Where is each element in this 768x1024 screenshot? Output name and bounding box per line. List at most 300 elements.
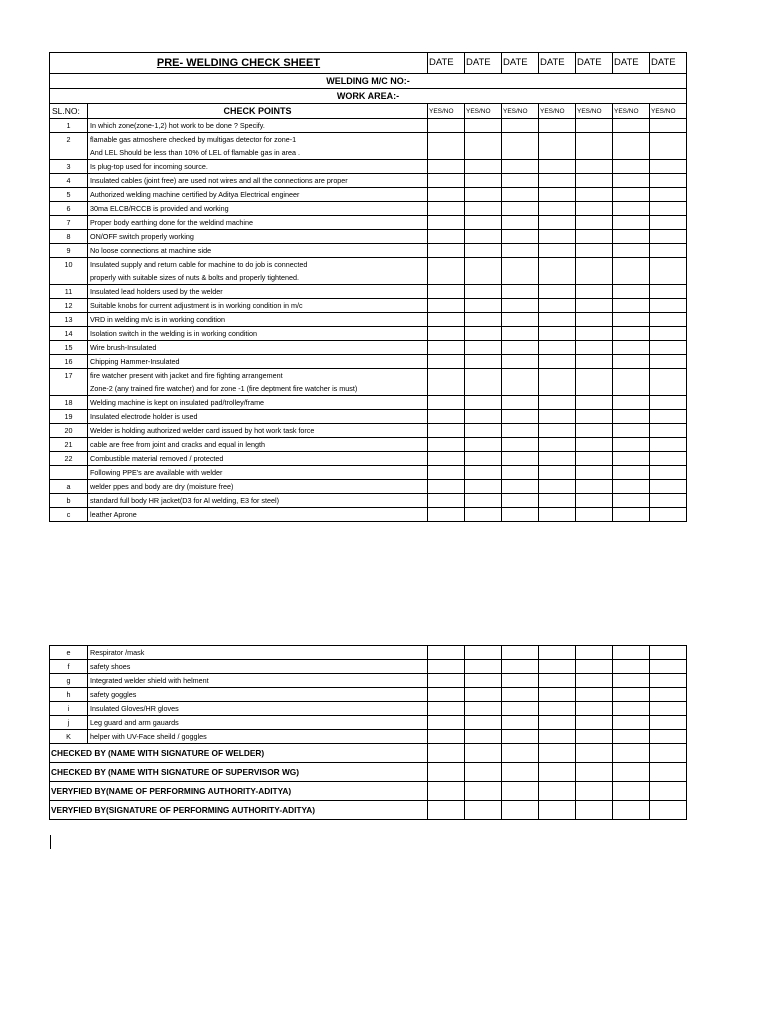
yes-no-entry-cell[interactable] xyxy=(465,730,502,744)
yes-no-entry-cell[interactable] xyxy=(428,355,465,369)
yes-no-entry-cell[interactable] xyxy=(428,674,465,688)
yes-no-entry-cell[interactable] xyxy=(465,160,502,174)
signature-entry-cell[interactable] xyxy=(465,782,502,801)
yes-no-entry-cell[interactable] xyxy=(428,244,465,258)
yes-no-entry-cell[interactable] xyxy=(613,494,650,508)
yes-no-entry-cell[interactable] xyxy=(650,355,687,369)
yes-no-entry-cell[interactable] xyxy=(576,382,613,396)
yes-no-entry-cell[interactable] xyxy=(576,702,613,716)
yes-no-entry-cell[interactable] xyxy=(428,494,465,508)
yes-no-entry-cell[interactable] xyxy=(613,216,650,230)
yes-no-entry-cell[interactable] xyxy=(613,438,650,452)
yes-no-entry-cell[interactable] xyxy=(576,258,613,272)
yes-no-entry-cell[interactable] xyxy=(465,355,502,369)
yes-no-entry-cell[interactable] xyxy=(428,188,465,202)
yes-no-entry-cell[interactable] xyxy=(650,396,687,410)
yes-no-entry-cell[interactable] xyxy=(428,285,465,299)
signature-entry-cell[interactable] xyxy=(502,801,539,820)
yes-no-entry-cell[interactable] xyxy=(502,466,539,480)
yes-no-entry-cell[interactable] xyxy=(502,452,539,466)
yes-no-entry-cell[interactable] xyxy=(576,133,613,147)
yes-no-entry-cell[interactable] xyxy=(650,674,687,688)
yes-no-entry-cell[interactable] xyxy=(576,674,613,688)
yes-no-entry-cell[interactable] xyxy=(539,299,576,313)
yes-no-entry-cell[interactable] xyxy=(613,230,650,244)
yes-no-entry-cell[interactable] xyxy=(502,146,539,160)
yes-no-entry-cell[interactable] xyxy=(650,230,687,244)
yes-no-entry-cell[interactable] xyxy=(613,188,650,202)
yes-no-entry-cell[interactable] xyxy=(539,202,576,216)
yes-no-entry-cell[interactable] xyxy=(539,424,576,438)
yes-no-entry-cell[interactable] xyxy=(502,438,539,452)
yes-no-entry-cell[interactable] xyxy=(465,285,502,299)
yes-no-entry-cell[interactable] xyxy=(613,452,650,466)
yes-no-entry-cell[interactable] xyxy=(576,688,613,702)
signature-entry-cell[interactable] xyxy=(428,782,465,801)
yes-no-entry-cell[interactable] xyxy=(650,285,687,299)
yes-no-entry-cell[interactable] xyxy=(576,216,613,230)
yes-no-entry-cell[interactable] xyxy=(576,202,613,216)
yes-no-entry-cell[interactable] xyxy=(613,133,650,147)
yes-no-entry-cell[interactable] xyxy=(576,299,613,313)
yes-no-entry-cell[interactable] xyxy=(650,688,687,702)
yes-no-entry-cell[interactable] xyxy=(428,271,465,285)
signature-entry-cell[interactable] xyxy=(502,744,539,763)
serial-number xyxy=(50,271,88,285)
yes-no-entry-cell[interactable] xyxy=(465,216,502,230)
yes-no-entry-cell[interactable] xyxy=(465,424,502,438)
signature-label: VERYFIED BY(SIGNATURE OF PERFORMING AUTHORITY-ADITYA) xyxy=(50,801,428,820)
yes-no-entry-cell[interactable] xyxy=(465,119,502,133)
checklist-row xyxy=(50,341,687,355)
yes-no-entry-cell[interactable] xyxy=(465,494,502,508)
yes-no-entry-cell[interactable] xyxy=(465,313,502,327)
yes-no-entry-cell[interactable] xyxy=(428,230,465,244)
yes-no-entry-cell[interactable] xyxy=(539,508,576,522)
yes-no-entry-cell[interactable] xyxy=(465,674,502,688)
yes-no-entry-cell[interactable] xyxy=(650,133,687,147)
yes-no-entry-cell[interactable] xyxy=(613,382,650,396)
date-header: DATE xyxy=(613,53,650,74)
yes-no-entry-cell[interactable] xyxy=(539,355,576,369)
yes-no-entry-cell[interactable] xyxy=(465,466,502,480)
yes-no-entry-cell[interactable] xyxy=(465,452,502,466)
signature-entry-cell[interactable] xyxy=(465,763,502,782)
yes-no-entry-cell[interactable] xyxy=(576,313,613,327)
yes-no-entry-cell[interactable] xyxy=(613,424,650,438)
yes-no-entry-cell[interactable] xyxy=(539,660,576,674)
yes-no-entry-cell[interactable] xyxy=(465,646,502,660)
yes-no-entry-cell[interactable] xyxy=(613,646,650,660)
yes-no-entry-cell[interactable] xyxy=(428,160,465,174)
yes-no-entry-cell[interactable] xyxy=(502,355,539,369)
signature-entry-cell[interactable] xyxy=(539,744,576,763)
yes-no-entry-cell[interactable] xyxy=(576,508,613,522)
yes-no-entry-cell[interactable] xyxy=(428,646,465,660)
yes-no-entry-cell[interactable] xyxy=(502,133,539,147)
yes-no-entry-cell[interactable] xyxy=(428,452,465,466)
yes-no-entry-cell[interactable] xyxy=(613,674,650,688)
yes-no-entry-cell[interactable] xyxy=(650,216,687,230)
yes-no-entry-cell[interactable] xyxy=(502,202,539,216)
yes-no-entry-cell[interactable] xyxy=(428,508,465,522)
yes-no-entry-cell[interactable] xyxy=(576,271,613,285)
yes-no-entry-cell[interactable] xyxy=(428,327,465,341)
yes-no-entry-cell[interactable] xyxy=(650,327,687,341)
yes-no-entry-cell[interactable] xyxy=(502,396,539,410)
yes-no-entry-cell[interactable] xyxy=(613,258,650,272)
yes-no-entry-cell[interactable] xyxy=(465,271,502,285)
check-point-text: safety goggles xyxy=(88,688,428,702)
yes-no-entry-cell[interactable] xyxy=(539,716,576,730)
yes-no-entry-cell[interactable] xyxy=(502,716,539,730)
signature-entry-cell[interactable] xyxy=(613,744,650,763)
yes-no-entry-cell[interactable] xyxy=(613,466,650,480)
yes-no-entry-cell[interactable] xyxy=(576,424,613,438)
yes-no-entry-cell[interactable] xyxy=(539,216,576,230)
signature-entry-cell[interactable] xyxy=(428,744,465,763)
yes-no-entry-cell[interactable] xyxy=(539,396,576,410)
yes-no-entry-cell[interactable] xyxy=(613,174,650,188)
yes-no-entry-cell[interactable] xyxy=(502,480,539,494)
yes-no-entry-cell[interactable] xyxy=(613,202,650,216)
signature-entry-cell[interactable] xyxy=(465,801,502,820)
yes-no-entry-cell[interactable] xyxy=(613,160,650,174)
yes-no-entry-cell[interactable] xyxy=(428,216,465,230)
yes-no-entry-cell[interactable] xyxy=(650,438,687,452)
yes-no-entry-cell[interactable] xyxy=(428,702,465,716)
yes-no-entry-cell[interactable] xyxy=(650,466,687,480)
yes-no-entry-cell[interactable] xyxy=(428,258,465,272)
serial-number: 6 xyxy=(50,202,88,216)
yes-no-entry-cell[interactable] xyxy=(576,285,613,299)
yes-no-entry-cell[interactable] xyxy=(576,646,613,660)
serial-number: 20 xyxy=(50,424,88,438)
signature-entry-cell[interactable] xyxy=(576,763,613,782)
yes-no-entry-cell[interactable] xyxy=(539,271,576,285)
signature-entry-cell[interactable] xyxy=(650,801,687,820)
signature-label: CHECKED BY (NAME WITH SIGNATURE OF SUPERVISOR WG) xyxy=(50,763,428,782)
yes-no-entry-cell[interactable] xyxy=(613,369,650,383)
yes-no-entry-cell[interactable] xyxy=(428,119,465,133)
yes-no-header: YES/NO xyxy=(650,104,687,119)
yes-no-entry-cell[interactable] xyxy=(465,244,502,258)
signature-entry-cell[interactable] xyxy=(465,744,502,763)
yes-no-entry-cell[interactable] xyxy=(613,410,650,424)
yes-no-entry-cell[interactable] xyxy=(465,438,502,452)
yes-no-entry-cell[interactable] xyxy=(650,494,687,508)
yes-no-entry-cell[interactable] xyxy=(613,730,650,744)
yes-no-entry-cell[interactable] xyxy=(502,674,539,688)
yes-no-entry-cell[interactable] xyxy=(428,410,465,424)
serial-number: 1 xyxy=(50,119,88,133)
yes-no-entry-cell[interactable] xyxy=(650,646,687,660)
yes-no-entry-cell[interactable] xyxy=(502,299,539,313)
yes-no-entry-cell[interactable] xyxy=(465,299,502,313)
yes-no-entry-cell[interactable] xyxy=(613,271,650,285)
yes-no-entry-cell[interactable] xyxy=(502,688,539,702)
yes-no-entry-cell[interactable] xyxy=(613,355,650,369)
yes-no-entry-cell[interactable] xyxy=(650,730,687,744)
signature-entry-cell[interactable] xyxy=(428,763,465,782)
yes-no-entry-cell[interactable] xyxy=(428,146,465,160)
yes-no-entry-cell[interactable] xyxy=(465,202,502,216)
yes-no-entry-cell[interactable] xyxy=(465,396,502,410)
yes-no-entry-cell[interactable] xyxy=(502,160,539,174)
yes-no-entry-cell[interactable] xyxy=(502,702,539,716)
yes-no-entry-cell[interactable] xyxy=(613,341,650,355)
yes-no-entry-cell[interactable] xyxy=(539,466,576,480)
check-point-text: 30ma ELCB/RCCB is provided and working xyxy=(88,202,428,216)
yes-no-entry-cell[interactable] xyxy=(428,313,465,327)
yes-no-entry-cell[interactable] xyxy=(613,480,650,494)
yes-no-entry-cell[interactable] xyxy=(539,646,576,660)
yes-no-entry-cell[interactable] xyxy=(465,174,502,188)
yes-no-entry-cell[interactable] xyxy=(650,410,687,424)
work-area-row xyxy=(50,89,687,104)
yes-no-entry-cell[interactable] xyxy=(502,424,539,438)
yes-no-entry-cell[interactable] xyxy=(539,702,576,716)
serial-number: a xyxy=(50,480,88,494)
yes-no-entry-cell[interactable] xyxy=(428,688,465,702)
yes-no-entry-cell[interactable] xyxy=(502,341,539,355)
yes-no-entry-cell[interactable] xyxy=(613,299,650,313)
yes-no-entry-cell[interactable] xyxy=(539,174,576,188)
yes-no-entry-cell[interactable] xyxy=(428,299,465,313)
yes-no-entry-cell[interactable] xyxy=(650,424,687,438)
yes-no-entry-cell[interactable] xyxy=(465,508,502,522)
yes-no-entry-cell[interactable] xyxy=(428,466,465,480)
sheet-title: PRE- WELDING CHECK SHEET xyxy=(50,53,428,74)
checklist-row xyxy=(50,299,687,313)
yes-no-entry-cell[interactable] xyxy=(650,480,687,494)
yes-no-entry-cell[interactable] xyxy=(539,369,576,383)
yes-no-entry-cell[interactable] xyxy=(465,410,502,424)
yes-no-entry-cell[interactable] xyxy=(613,146,650,160)
yes-no-entry-cell[interactable] xyxy=(539,160,576,174)
yes-no-entry-cell[interactable] xyxy=(576,452,613,466)
yes-no-entry-cell[interactable] xyxy=(502,369,539,383)
yes-no-entry-cell[interactable] xyxy=(576,244,613,258)
yes-no-entry-cell[interactable] xyxy=(613,660,650,674)
yes-no-entry-cell[interactable] xyxy=(613,285,650,299)
yes-no-entry-cell[interactable] xyxy=(428,133,465,147)
yes-no-entry-cell[interactable] xyxy=(539,230,576,244)
yes-no-entry-cell[interactable] xyxy=(502,216,539,230)
yes-no-entry-cell[interactable] xyxy=(650,271,687,285)
yes-no-entry-cell[interactable] xyxy=(613,716,650,730)
signature-entry-cell[interactable] xyxy=(428,801,465,820)
yes-no-entry-cell[interactable] xyxy=(650,188,687,202)
yes-no-entry-cell[interactable] xyxy=(428,382,465,396)
yes-no-entry-cell[interactable] xyxy=(502,730,539,744)
yes-no-entry-cell[interactable] xyxy=(502,230,539,244)
yes-no-entry-cell[interactable] xyxy=(576,438,613,452)
yes-no-entry-cell[interactable] xyxy=(428,480,465,494)
signature-entry-cell[interactable] xyxy=(502,763,539,782)
yes-no-entry-cell[interactable] xyxy=(576,730,613,744)
yes-no-entry-cell[interactable] xyxy=(613,119,650,133)
signature-entry-cell[interactable] xyxy=(613,782,650,801)
signature-entry-cell[interactable] xyxy=(613,801,650,820)
yes-no-entry-cell[interactable] xyxy=(576,188,613,202)
yes-no-entry-cell[interactable] xyxy=(502,188,539,202)
yes-no-entry-cell[interactable] xyxy=(576,160,613,174)
signature-label: VERYFIED BY(NAME OF PERFORMING AUTHORITY-ADITYA) xyxy=(50,782,428,801)
yes-no-entry-cell[interactable] xyxy=(650,299,687,313)
yes-no-entry-cell[interactable] xyxy=(428,424,465,438)
yes-no-entry-cell[interactable] xyxy=(465,188,502,202)
yes-no-entry-cell[interactable] xyxy=(428,369,465,383)
yes-no-entry-cell[interactable] xyxy=(613,396,650,410)
yes-no-entry-cell[interactable] xyxy=(539,133,576,147)
yes-no-entry-cell[interactable] xyxy=(465,327,502,341)
yes-no-entry-cell[interactable] xyxy=(502,660,539,674)
yes-no-entry-cell[interactable] xyxy=(465,369,502,383)
yes-no-entry-cell[interactable] xyxy=(650,369,687,383)
yes-no-entry-cell[interactable] xyxy=(576,466,613,480)
yes-no-entry-cell[interactable] xyxy=(576,396,613,410)
signature-entry-cell[interactable] xyxy=(576,782,613,801)
signature-entry-cell[interactable] xyxy=(539,763,576,782)
yes-no-entry-cell[interactable] xyxy=(428,174,465,188)
yes-no-entry-cell[interactable] xyxy=(539,341,576,355)
yes-no-entry-cell[interactable] xyxy=(428,716,465,730)
yes-no-entry-cell[interactable] xyxy=(650,202,687,216)
signature-entry-cell[interactable] xyxy=(650,763,687,782)
yes-no-entry-cell[interactable] xyxy=(650,702,687,716)
yes-no-entry-cell[interactable] xyxy=(465,716,502,730)
yes-no-entry-cell[interactable] xyxy=(465,688,502,702)
yes-no-entry-cell[interactable] xyxy=(539,188,576,202)
yes-no-entry-cell[interactable] xyxy=(539,730,576,744)
yes-no-entry-cell[interactable] xyxy=(539,327,576,341)
yes-no-entry-cell[interactable] xyxy=(576,369,613,383)
yes-no-entry-cell[interactable] xyxy=(650,313,687,327)
yes-no-entry-cell[interactable] xyxy=(502,382,539,396)
yes-no-entry-cell[interactable] xyxy=(428,341,465,355)
yes-no-entry-cell[interactable] xyxy=(502,410,539,424)
yes-no-entry-cell[interactable] xyxy=(465,146,502,160)
yes-no-entry-cell[interactable] xyxy=(465,258,502,272)
yes-no-entry-cell[interactable] xyxy=(539,674,576,688)
yes-no-entry-cell[interactable] xyxy=(576,660,613,674)
signature-entry-cell[interactable] xyxy=(502,782,539,801)
yes-no-entry-cell[interactable] xyxy=(539,410,576,424)
yes-no-entry-cell[interactable] xyxy=(613,688,650,702)
yes-no-entry-cell[interactable] xyxy=(539,146,576,160)
yes-no-entry-cell[interactable] xyxy=(428,660,465,674)
yes-no-entry-cell[interactable] xyxy=(502,174,539,188)
yes-no-entry-cell[interactable] xyxy=(576,119,613,133)
yes-no-entry-cell[interactable] xyxy=(539,438,576,452)
yes-no-entry-cell[interactable] xyxy=(539,382,576,396)
yes-no-entry-cell[interactable] xyxy=(502,646,539,660)
yes-no-entry-cell[interactable] xyxy=(650,341,687,355)
yes-no-entry-cell[interactable] xyxy=(539,494,576,508)
yes-no-entry-cell[interactable] xyxy=(650,160,687,174)
yes-no-entry-cell[interactable] xyxy=(465,230,502,244)
yes-no-entry-cell[interactable] xyxy=(650,258,687,272)
yes-no-entry-cell[interactable] xyxy=(428,202,465,216)
check-point-text: Following PPE's are available with welder xyxy=(88,466,428,480)
yes-no-entry-cell[interactable] xyxy=(539,244,576,258)
yes-no-entry-cell[interactable] xyxy=(576,716,613,730)
yes-no-entry-cell[interactable] xyxy=(650,244,687,258)
signature-entry-cell[interactable] xyxy=(539,782,576,801)
yes-no-entry-cell[interactable] xyxy=(576,410,613,424)
yes-no-entry-cell[interactable] xyxy=(576,230,613,244)
yes-no-entry-cell[interactable] xyxy=(428,730,465,744)
yes-no-entry-cell[interactable] xyxy=(650,660,687,674)
yes-no-entry-cell[interactable] xyxy=(502,313,539,327)
signature-entry-cell[interactable] xyxy=(650,782,687,801)
yes-no-entry-cell[interactable] xyxy=(465,341,502,355)
yes-no-entry-cell[interactable] xyxy=(576,355,613,369)
yes-no-entry-cell[interactable] xyxy=(576,494,613,508)
yes-no-entry-cell[interactable] xyxy=(465,660,502,674)
signature-entry-cell[interactable] xyxy=(576,744,613,763)
signature-entry-cell[interactable] xyxy=(576,801,613,820)
yes-no-entry-cell[interactable] xyxy=(539,313,576,327)
yes-no-entry-cell[interactable] xyxy=(576,327,613,341)
yes-no-entry-cell[interactable] xyxy=(539,285,576,299)
signature-entry-cell[interactable] xyxy=(613,763,650,782)
yes-no-entry-cell[interactable] xyxy=(576,341,613,355)
yes-no-entry-cell[interactable] xyxy=(539,688,576,702)
yes-no-entry-cell[interactable] xyxy=(539,119,576,133)
yes-no-entry-cell[interactable] xyxy=(465,382,502,396)
yes-no-entry-cell[interactable] xyxy=(428,396,465,410)
yes-no-entry-cell[interactable] xyxy=(650,119,687,133)
yes-no-entry-cell[interactable] xyxy=(465,133,502,147)
yes-no-entry-cell[interactable] xyxy=(613,313,650,327)
yes-no-entry-cell[interactable] xyxy=(465,702,502,716)
check-point-text: ON/OFF switch properly working xyxy=(88,230,428,244)
signature-entry-cell[interactable] xyxy=(539,801,576,820)
yes-no-entry-cell[interactable] xyxy=(650,146,687,160)
yes-no-entry-cell[interactable] xyxy=(650,174,687,188)
yes-no-entry-cell[interactable] xyxy=(502,271,539,285)
yes-no-entry-cell[interactable] xyxy=(502,508,539,522)
yes-no-entry-cell[interactable] xyxy=(539,480,576,494)
yes-no-entry-cell[interactable] xyxy=(613,508,650,522)
yes-no-entry-cell[interactable] xyxy=(650,382,687,396)
yes-no-entry-cell[interactable] xyxy=(502,258,539,272)
yes-no-entry-cell[interactable] xyxy=(576,146,613,160)
yes-no-entry-cell[interactable] xyxy=(502,119,539,133)
yes-no-entry-cell[interactable] xyxy=(650,452,687,466)
yes-no-entry-cell[interactable] xyxy=(428,438,465,452)
yes-no-entry-cell[interactable] xyxy=(613,702,650,716)
yes-no-entry-cell[interactable] xyxy=(576,174,613,188)
yes-no-entry-cell[interactable] xyxy=(502,244,539,258)
yes-no-entry-cell[interactable] xyxy=(539,258,576,272)
yes-no-entry-cell[interactable] xyxy=(502,327,539,341)
yes-no-entry-cell[interactable] xyxy=(650,508,687,522)
yes-no-entry-cell[interactable] xyxy=(650,716,687,730)
yes-no-entry-cell[interactable] xyxy=(613,244,650,258)
signature-entry-cell[interactable] xyxy=(650,744,687,763)
serial-number: 9 xyxy=(50,244,88,258)
yes-no-entry-cell[interactable] xyxy=(502,494,539,508)
yes-no-entry-cell[interactable] xyxy=(576,480,613,494)
yes-no-entry-cell[interactable] xyxy=(502,285,539,299)
yes-no-entry-cell[interactable] xyxy=(613,327,650,341)
yes-no-entry-cell[interactable] xyxy=(539,452,576,466)
check-point-text: Isolation switch in the welding is in working condition xyxy=(88,327,428,341)
yes-no-entry-cell[interactable] xyxy=(465,480,502,494)
